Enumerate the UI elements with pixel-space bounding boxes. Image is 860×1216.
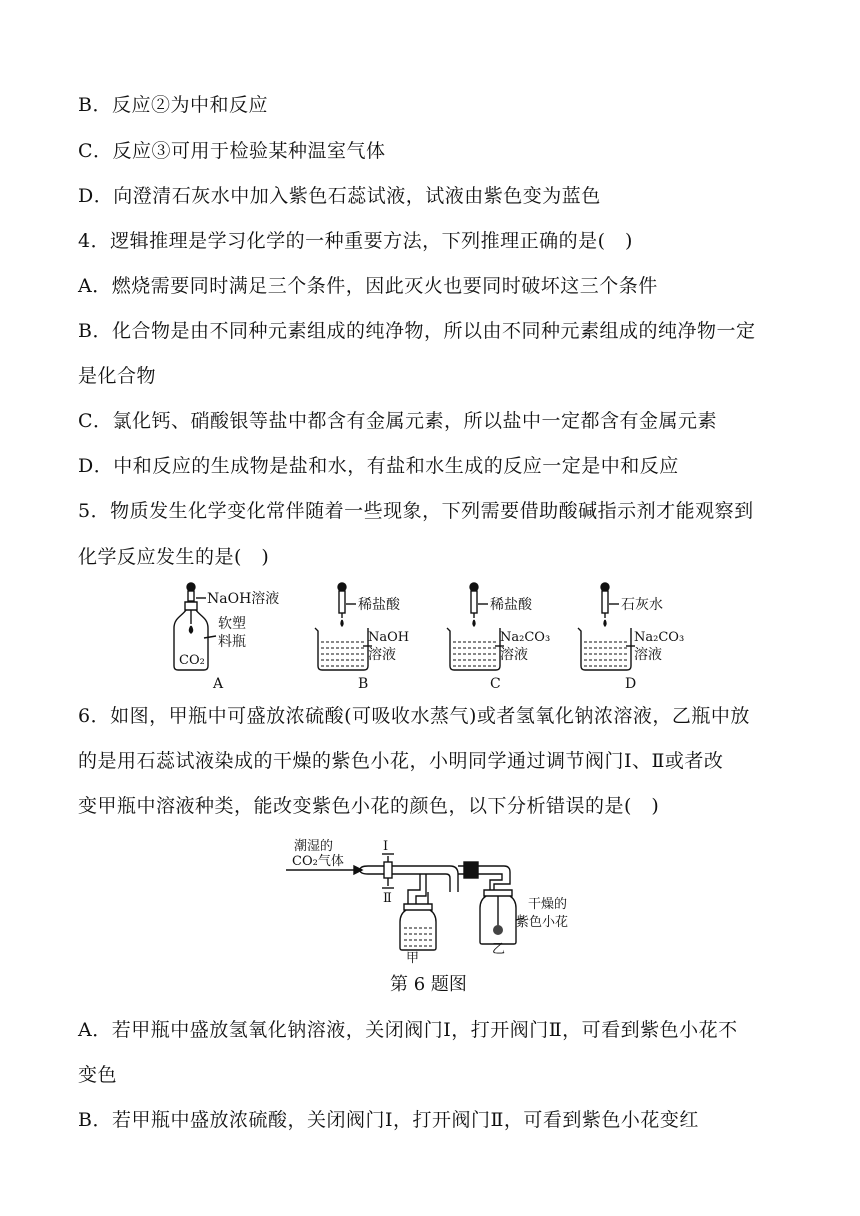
fig6-valve-1: Ⅰ (383, 839, 389, 854)
fig6-bottle-jia-label: 甲 (406, 951, 420, 966)
option-4c: C．氯化钙、硝酸银等盐中都含有金属元素，所以盐中一定都含有金属元素 (78, 410, 718, 432)
fig5-d-sol2: 溶液 (634, 647, 662, 663)
question-4: 4．逻辑推理是学习化学的一种重要方法，下列推理正确的是( ) (78, 230, 633, 252)
fig6-flower-label2: 紫色小花 (516, 915, 569, 930)
question-6-cont2: 变甲瓶中溶液种类，能改变紫色小花的颜色，以下分析错误的是( ) (78, 795, 660, 817)
option-6b: B．若甲瓶中盛放浓硫酸，关闭阀门Ⅰ，打开阀门Ⅱ，可看到紫色小花变红 (78, 1109, 699, 1131)
fig5-c-reagent: 稀盐酸 (490, 597, 532, 613)
option-4d: D．中和反应的生成物是盐和水，有盐和水生成的反应一定是中和反应 (78, 455, 679, 477)
fig5-a-gas: CO₂ (179, 653, 205, 668)
option-4b-cont: 是化合物 (78, 365, 157, 387)
fig5-c-sol2: 溶液 (500, 647, 528, 663)
fig5-a-letter: A (213, 676, 224, 692)
figure-caption: 第 6 题图 (390, 974, 467, 995)
fig5-a-reagent: NaOH溶液 (207, 591, 280, 607)
option-6a-cont: 变色 (78, 1064, 118, 1086)
fig5-a-bottle1: 软塑 (218, 616, 246, 632)
fig6-gas-label1: 潮湿的 (294, 839, 334, 854)
fig6-valve-2: Ⅱ (383, 891, 392, 906)
option-3c: C．反应③可用于检验某种温室气体 (78, 140, 386, 162)
option-4b: B．化合物是由不同种元素组成的纯净物，所以由不同种元素组成的纯净物一定 (78, 320, 756, 342)
fig5-a-bottle2: 料瓶 (218, 634, 246, 650)
fig5-b-reagent: 稀盐酸 (358, 597, 400, 613)
fig5-d-sol1: Na₂CO₃ (634, 630, 685, 645)
option-4a: A．燃烧需要同时满足三个条件，因此灭火也要同时破坏这三个条件 (78, 275, 658, 297)
fig5-b-sol1: NaOH (368, 630, 410, 645)
fig5-b-sol2: 溶液 (368, 647, 396, 663)
fig5-d-reagent: 石灰水 (621, 597, 663, 613)
fig6-gas-label2: CO₂气体 (292, 854, 344, 869)
question-5-cont: 化学反应发生的是( ) (78, 546, 270, 568)
fig5-c-sol1: Na₂CO₃ (500, 630, 551, 645)
figure-q5 (160, 578, 700, 694)
fig6-flower-label1: 干燥的 (528, 897, 568, 912)
figure-q6 (280, 832, 600, 954)
option-3d: D．向澄清石灰水中加入紫色石蕊试液，试液由紫色变为蓝色 (78, 185, 601, 207)
question-6: 6．如图，甲瓶中可盛放浓硫酸(可吸收水蒸气)或者氢氧化钠浓溶液，乙瓶中放 (78, 705, 750, 727)
option-3b: B．反应②为中和反应 (78, 94, 268, 116)
fig6-bottle-yi: 乙 (492, 942, 506, 954)
fig5-d-letter: D (625, 676, 637, 692)
fig5-b-letter: B (358, 676, 369, 692)
fig5-c-letter: C (490, 676, 501, 692)
question-5: 5．物质发生化学变化常伴随着一些现象，下列需要借助酸碱指示剂才能观察到 (78, 500, 754, 522)
option-6a: A．若甲瓶中盛放氢氧化钠溶液，关闭阀门Ⅰ，打开阀门Ⅱ，可看到紫色小花不 (78, 1019, 738, 1041)
question-6-cont1: 的是用石蕊试液染成的干燥的紫色小花，小明同学通过调节阀门Ⅰ、Ⅱ或者改 (78, 750, 724, 772)
